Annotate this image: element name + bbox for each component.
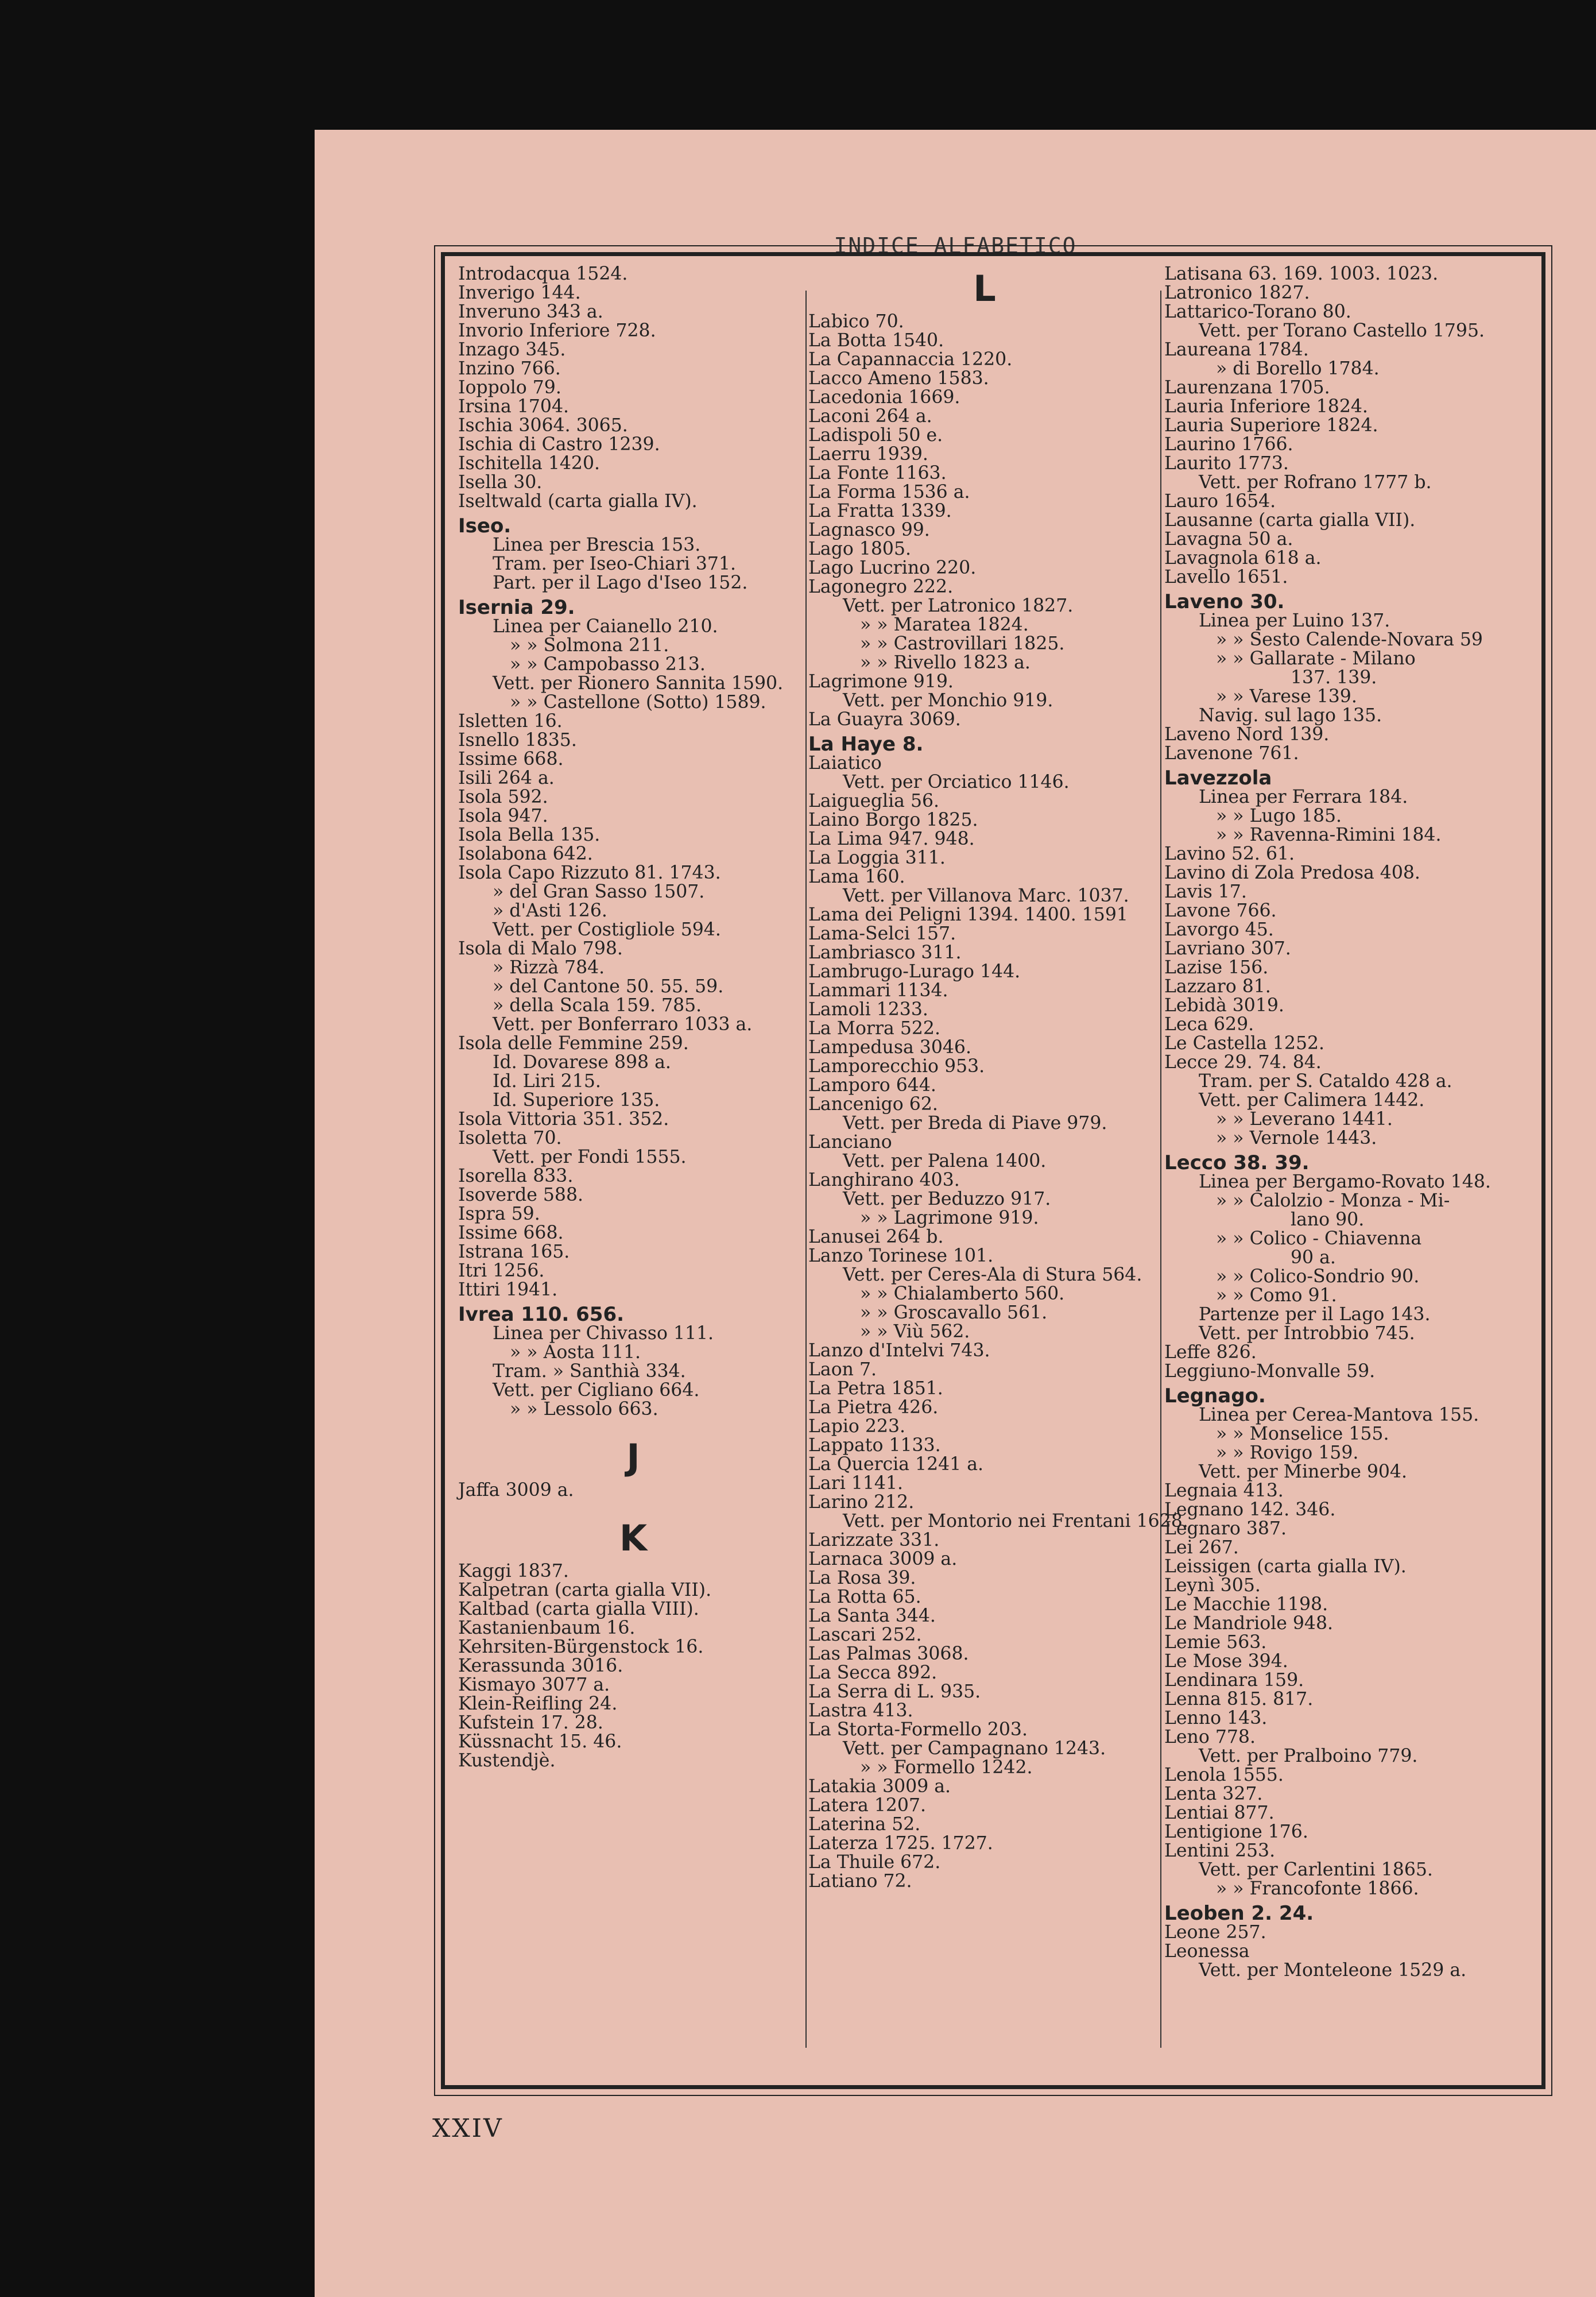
index-entry: Lacedonia 1669. xyxy=(808,387,960,408)
index-entry: Lauria Superiore 1824. xyxy=(1164,415,1378,436)
index-entry: Isletten 16. xyxy=(458,711,563,732)
index-entry: Linea per Caianello 210. xyxy=(493,616,718,637)
index-entry: Laterza 1725. 1727. xyxy=(808,1833,993,1854)
index-entry: Isella 30. xyxy=(458,472,543,493)
index-entry: » » Rovigo 159. xyxy=(1216,1443,1359,1463)
index-entry: Kustendjè. xyxy=(458,1750,556,1771)
index-entry: Langhirano 403. xyxy=(808,1170,960,1190)
index-entry: Ladispoli 50 e. xyxy=(808,425,943,446)
index-heading: La Haye 8. xyxy=(808,733,924,756)
index-entry: Lari 1141. xyxy=(808,1473,904,1494)
index-entry: Leffe 826. xyxy=(1164,1342,1257,1363)
index-entry: Inzago 345. xyxy=(458,339,566,360)
index-entry: Jaffa 3009 a. xyxy=(458,1480,574,1501)
index-entry: Lascari 252. xyxy=(808,1625,922,1645)
index-entry: Lauro 1654. xyxy=(1164,491,1276,512)
index-entry: La Quercia 1241 a. xyxy=(808,1454,984,1475)
index-entry: La Serra di L. 935. xyxy=(808,1681,981,1702)
index-entry: Vett. per Minerbe 904. xyxy=(1199,1461,1407,1482)
index-entry: Lenta 327. xyxy=(1164,1784,1263,1804)
index-entry: La Rosa 39. xyxy=(808,1568,916,1588)
index-entry: Linea per Cerea-Mantova 155. xyxy=(1199,1405,1479,1425)
index-entry: Isili 264 a. xyxy=(458,768,555,788)
index-entry: Inveruno 343 a. xyxy=(458,301,603,322)
index-entry: La Guayra 3069. xyxy=(808,709,961,730)
index-entry: Lamoli 1233. xyxy=(808,999,928,1020)
index-entry: Isola di Malo 798. xyxy=(458,938,623,959)
index-entry: » » Groscavallo 561. xyxy=(860,1302,1048,1323)
index-entry: La Storta-Formello 203. xyxy=(808,1719,1028,1740)
index-entry: Le Castella 1252. xyxy=(1164,1033,1325,1054)
index-entry: La Pietra 426. xyxy=(808,1397,939,1418)
index-entry: Latakia 3009 a. xyxy=(808,1776,951,1797)
index-entry: Kastanienbaum 16. xyxy=(458,1618,636,1638)
index-entry: La Thuile 672. xyxy=(808,1852,941,1873)
index-entry: Laureana 1784. xyxy=(1164,339,1309,360)
index-heading: Lecco 38. 39. xyxy=(1164,1151,1310,1174)
index-entry: Laigueglia 56. xyxy=(808,791,940,811)
index-entry: Laveno Nord 139. xyxy=(1164,724,1330,745)
index-entry: Isola Capo Rizzuto 81. 1743. xyxy=(458,863,721,883)
index-entry: Lanzo Torinese 101. xyxy=(808,1246,994,1266)
index-entry: La Rotta 65. xyxy=(808,1587,921,1607)
index-entry: Küssnacht 15. 46. xyxy=(458,1731,622,1752)
index-entry: Kerassunda 3016. xyxy=(458,1656,623,1676)
index-entry: Lazzaro 81. xyxy=(1164,976,1271,997)
index-entry: Vett. per Pralboino 779. xyxy=(1199,1746,1418,1766)
index-entry: Lentini 253. xyxy=(1164,1840,1276,1861)
index-entry: Irsina 1704. xyxy=(458,396,569,417)
index-entry: Issime 668. xyxy=(458,749,564,769)
index-entry: Lanusei 264 b. xyxy=(808,1227,944,1247)
index-entry: Lago Lucrino 220. xyxy=(808,558,977,578)
index-entry: Vett. per Orciatico 1146. xyxy=(843,772,1070,792)
index-entry: Lagonegro 222. xyxy=(808,577,954,597)
index-entry: Isolabona 642. xyxy=(458,844,593,864)
index-entry: Labico 70. xyxy=(808,311,904,332)
index-entry: Lenna 815. 817. xyxy=(1164,1689,1314,1710)
index-entry: La Botta 1540. xyxy=(808,330,944,351)
index-entry: Vett. per Montorio nei Frentani 1628. xyxy=(843,1511,1188,1532)
index-entry: La Petra 1851. xyxy=(808,1378,943,1399)
index-entry: Linea per Luino 137. xyxy=(1199,610,1390,631)
index-entry: Tram. » Santhià 334. xyxy=(493,1361,686,1382)
index-entry: Lavone 766. xyxy=(1164,900,1277,921)
index-entry: Lagnasco 99. xyxy=(808,520,930,540)
index-entry: Lanzo d'Intelvi 743. xyxy=(808,1340,990,1361)
index-entry: Lambrugo-Lurago 144. xyxy=(808,961,1021,982)
index-heading: Iseo. xyxy=(458,515,512,537)
index-entry: Kalpetran (carta gialla VII). xyxy=(458,1580,712,1600)
index-entry: » » Lessolo 663. xyxy=(510,1399,658,1420)
index-heading: Leoben 2. 24. xyxy=(1164,1902,1314,1925)
index-entry: » di Borello 1784. xyxy=(1216,358,1380,379)
index-entry: » » Solmona 211. xyxy=(510,635,669,656)
scanned-page xyxy=(315,130,1596,2297)
index-entry: Latera 1207. xyxy=(808,1795,927,1816)
index-entry: La Fonte 1163. xyxy=(808,463,947,484)
index-entry: Vett. per Costigliole 594. xyxy=(493,919,721,940)
index-entry: » » Como 91. xyxy=(1216,1285,1337,1306)
index-entry: Linea per Brescia 153. xyxy=(493,535,701,555)
index-entry: Lazise 156. xyxy=(1164,957,1269,978)
index-entry: Vett. per Bonferraro 1033 a. xyxy=(493,1014,753,1035)
index-entry: Laurino 1766. xyxy=(1164,434,1293,455)
index-entry: Le Mandriole 948. xyxy=(1164,1613,1334,1634)
index-entry: Legnaia 413. xyxy=(1164,1480,1284,1501)
index-entry: Lanciano xyxy=(808,1132,892,1153)
section-letter: K xyxy=(619,1517,648,1559)
index-entry: Inverigo 144. xyxy=(458,283,581,303)
index-entry: Vett. per Monteleone 1529 a. xyxy=(1199,1960,1467,1981)
index-entry: La Lima 947. 948. xyxy=(808,829,975,849)
index-entry: » » Viù 562. xyxy=(860,1321,970,1342)
index-entry: La Secca 892. xyxy=(808,1662,938,1683)
index-entry: Leone 257. xyxy=(1164,1922,1266,1943)
spacer xyxy=(458,1500,808,1514)
index-entry: Vett. per Rofrano 1777 b. xyxy=(1199,472,1432,493)
index-entry: Laurenzana 1705. xyxy=(1164,377,1330,398)
index-entry: Lancenigo 62. xyxy=(808,1094,938,1115)
index-entry: Leggiuno-Monvalle 59. xyxy=(1164,1361,1376,1382)
index-entry: Lenola 1555. xyxy=(1164,1765,1284,1785)
index-entry: Leca 629. xyxy=(1164,1014,1254,1035)
index-entry: Leissigen (carta gialla IV). xyxy=(1164,1556,1407,1577)
index-entry: » » Campobasso 213. xyxy=(510,654,706,675)
index-entry: Lavorgo 45. xyxy=(1164,919,1274,940)
index-heading: Laveno 30. xyxy=(1164,590,1285,613)
index-entry: Linea per Bergamo-Rovato 148. xyxy=(1199,1171,1491,1192)
index-entry: Isnello 1835. xyxy=(458,730,577,751)
index-entry: » » Leverano 1441. xyxy=(1216,1109,1393,1130)
index-entry: Ittiri 1941. xyxy=(458,1279,558,1300)
index-entry: » Rizzà 784. xyxy=(493,957,605,978)
index-column-3 xyxy=(1164,265,1532,1980)
index-entry: Vett. per Calimera 1442. xyxy=(1199,1090,1425,1111)
index-entry: Lavello 1651. xyxy=(1164,567,1288,587)
index-entry: Vett. per Fondi 1555. xyxy=(493,1147,687,1167)
index-entry: Lavagnola 618 a. xyxy=(1164,548,1322,569)
index-entry: Istrana 165. xyxy=(458,1242,570,1262)
index-entry: Lavis 17. xyxy=(1164,881,1247,902)
index-entry: » » Castrovillari 1825. xyxy=(860,633,1065,654)
index-entry: » » Aosta 111. xyxy=(510,1342,641,1363)
index-entry: » » Vernole 1443. xyxy=(1216,1128,1377,1148)
index-entry: » » Monselice 155. xyxy=(1216,1424,1389,1444)
index-entry: Vett. per Monchio 919. xyxy=(843,690,1053,711)
index-entry: Linea per Ferrara 184. xyxy=(1199,787,1408,807)
index-entry: La Fratta 1339. xyxy=(808,501,952,521)
page-header-title: INDICE ALFABETICO xyxy=(834,233,1077,258)
index-entry: Le Mose 394. xyxy=(1164,1651,1288,1672)
index-column-2 xyxy=(808,265,1188,1892)
index-entry: Kaggi 1837. xyxy=(458,1561,569,1581)
index-entry: » d'Asti 126. xyxy=(493,900,607,921)
index-entry: Leynì 305. xyxy=(1164,1575,1261,1596)
index-entry: Lei 267. xyxy=(1164,1537,1239,1558)
index-entry: Lamporo 644. xyxy=(808,1075,936,1096)
index-entry: Ischitella 1420. xyxy=(458,453,601,474)
index-entry: Lendinara 159. xyxy=(1164,1670,1304,1691)
index-entry: Lago 1805. xyxy=(808,539,912,559)
index-entry: Vett. per Rionero Sannita 1590. xyxy=(493,673,784,694)
index-entry: Invorio Inferiore 728. xyxy=(458,320,656,341)
index-entry: Leonessa xyxy=(1164,1941,1250,1962)
index-entry: Ispra 59. xyxy=(458,1204,540,1224)
index-entry: Linea per Chivasso 111. xyxy=(493,1323,714,1344)
index-entry: Isola 947. xyxy=(458,806,548,826)
index-entry: Laon 7. xyxy=(808,1359,877,1380)
index-entry: Id. Superiore 135. xyxy=(493,1090,660,1111)
index-entry: Lacco Ameno 1583. xyxy=(808,368,989,389)
index-entry: » » Francofonte 1866. xyxy=(1216,1878,1419,1899)
index-entry: » » Gallarate - Milano xyxy=(1216,648,1416,669)
index-entry: La Loggia 311. xyxy=(808,848,946,868)
index-entry: Isorella 833. xyxy=(458,1166,574,1186)
index-entry: Lenno 143. xyxy=(1164,1708,1268,1728)
index-entry: Lastra 413. xyxy=(808,1700,913,1721)
index-entry: Part. per il Lago d'Iseo 152. xyxy=(493,573,748,593)
index-entry: Klein-Reifling 24. xyxy=(458,1693,618,1714)
index-entry: » » Colico - Chiavenna xyxy=(1216,1228,1422,1249)
index-entry: » » Lagrimone 919. xyxy=(860,1208,1039,1228)
index-entry: Isola delle Femmine 259. xyxy=(458,1033,689,1054)
index-entry: Lama 160. xyxy=(808,867,905,887)
index-entry: Itri 1256. xyxy=(458,1260,545,1281)
index-entry: Id. Liri 215. xyxy=(493,1071,601,1092)
index-entry: Lemie 563. xyxy=(1164,1632,1267,1653)
index-entry: Lentiai 877. xyxy=(1164,1803,1275,1823)
index-entry: Latiano 72. xyxy=(808,1871,912,1892)
index-entry: Kismayo 3077 a. xyxy=(458,1675,610,1695)
index-entry: Ischia di Castro 1239. xyxy=(458,434,660,455)
index-entry: Isoverde 588. xyxy=(458,1185,584,1205)
index-heading: Isernia 29. xyxy=(458,596,575,619)
index-entry: Legnano 142. 346. xyxy=(1164,1499,1336,1520)
index-entry: 137. 139. xyxy=(1291,667,1377,688)
index-entry: La Morra 522. xyxy=(808,1018,940,1039)
index-entry: Vett. per Ceres-Ala di Stura 564. xyxy=(843,1264,1142,1285)
index-entry: Vett. per Palena 1400. xyxy=(843,1151,1047,1171)
index-entry: Vett. per Cigliano 664. xyxy=(493,1380,700,1401)
index-entry: Larino 212. xyxy=(808,1492,915,1513)
index-entry: Lapio 223. xyxy=(808,1416,906,1437)
index-heading: Ivrea 110. 656. xyxy=(458,1303,625,1326)
index-entry: Laiatico xyxy=(808,753,882,774)
index-entry: Laerru 1939. xyxy=(808,444,928,465)
index-entry: Vett. per Villanova Marc. 1037. xyxy=(843,885,1129,906)
index-entry: Ioppolo 79. xyxy=(458,377,561,398)
index-entry: Lavino 52. 61. xyxy=(1164,844,1295,864)
index-entry: Introdacqua 1524. xyxy=(458,264,628,284)
index-entry: Vett. per Latronico 1827. xyxy=(843,595,1074,616)
index-entry: » della Scala 159. 785. xyxy=(493,995,702,1016)
index-entry: » » Rivello 1823 a. xyxy=(860,652,1031,673)
index-entry: Leno 778. xyxy=(1164,1727,1256,1747)
index-entry: Kehrsiten-Bürgenstock 16. xyxy=(458,1637,704,1657)
index-entry: 90 a. xyxy=(1291,1247,1336,1268)
index-entry: La Santa 344. xyxy=(808,1606,936,1626)
index-entry: Lavino di Zola Predosa 408. xyxy=(1164,863,1420,883)
index-entry: » » Colico-Sondrio 90. xyxy=(1216,1266,1420,1287)
index-entry: » » Lugo 185. xyxy=(1216,806,1342,826)
index-entry: Lausanne (carta gialla VII). xyxy=(1164,510,1416,531)
index-entry: Lampedusa 3046. xyxy=(808,1037,971,1058)
index-entry: Las Palmas 3068. xyxy=(808,1644,969,1664)
index-entry: Lavenone 761. xyxy=(1164,743,1299,764)
index-entry: Le Macchie 1198. xyxy=(1164,1594,1328,1615)
index-entry: Latronico 1827. xyxy=(1164,283,1310,303)
index-entry: Vett. per Campagnano 1243. xyxy=(843,1738,1106,1759)
section-letter: L xyxy=(973,268,996,310)
index-entry: Lamporecchio 953. xyxy=(808,1056,985,1077)
index-entry: Partenze per il Lago 143. xyxy=(1199,1304,1431,1325)
index-entry: Lentigione 176. xyxy=(1164,1822,1308,1842)
index-entry: » » Ravenna-Rimini 184. xyxy=(1216,825,1442,845)
index-entry: Laino Borgo 1825. xyxy=(808,810,978,830)
index-entry: Kufstein 17. 28. xyxy=(458,1712,603,1733)
index-entry: Vett. per Carlentini 1865. xyxy=(1199,1859,1433,1880)
page-number: XXIV xyxy=(432,2114,503,2143)
index-entry: Lama dei Peligni 1394. 1400. 1591 xyxy=(808,904,1128,925)
index-entry: Lebidà 3019. xyxy=(1164,995,1284,1016)
index-entry: » del Gran Sasso 1507. xyxy=(493,881,705,902)
index-entry: » » Castellone (Sotto) 1589. xyxy=(510,692,766,713)
index-entry: Legnaro 387. xyxy=(1164,1518,1287,1539)
index-entry: Iseltwald (carta gialla IV). xyxy=(458,491,698,512)
index-entry: Lambriasco 311. xyxy=(808,942,962,963)
index-entry: Tram. per S. Cataldo 428 a. xyxy=(1199,1071,1452,1092)
index-entry: Lattarico-Torano 80. xyxy=(1164,301,1351,322)
index-entry: La Forma 1536 a. xyxy=(808,482,970,502)
index-entry: Lagrimone 919. xyxy=(808,671,954,692)
index-entry: » » Maratea 1824. xyxy=(860,614,1029,635)
index-entry: Lauria Inferiore 1824. xyxy=(1164,396,1368,417)
index-entry: » » Chialamberto 560. xyxy=(860,1283,1065,1304)
index-entry: Latisana 63. 169. 1003. 1023. xyxy=(1164,264,1439,284)
index-entry: Laurito 1773. xyxy=(1164,453,1289,474)
index-entry: Laconi 264 a. xyxy=(808,406,932,427)
index-entry: Lappato 1133. xyxy=(808,1435,941,1456)
index-entry: Lavriano 307. xyxy=(1164,938,1291,959)
index-entry: Larizzate 331. xyxy=(808,1530,940,1550)
index-entry: Isoletta 70. xyxy=(458,1128,562,1148)
spacer xyxy=(458,1419,808,1433)
index-entry: Laterina 52. xyxy=(808,1814,921,1835)
index-entry: Isola Bella 135. xyxy=(458,825,601,845)
index-heading: Lavezzola xyxy=(1164,767,1272,790)
index-entry: Issime 668. xyxy=(458,1223,564,1243)
index-entry: Kaltbad (carta gialla VIII). xyxy=(458,1599,699,1619)
index-entry: Larnaca 3009 a. xyxy=(808,1549,958,1569)
index-entry: Navig. sul lago 135. xyxy=(1199,705,1382,726)
index-entry: Inzino 766. xyxy=(458,358,561,379)
index-entry: Id. Dovarese 898 a. xyxy=(493,1052,671,1073)
index-entry: Vett. per Beduzzo 917. xyxy=(843,1189,1051,1209)
index-entry: Isola 592. xyxy=(458,787,548,807)
index-entry: Ischia 3064. 3065. xyxy=(458,415,628,436)
index-entry: Vett. per Introbbio 745. xyxy=(1199,1323,1415,1344)
section-letter: J xyxy=(626,1436,640,1478)
index-entry: » del Cantone 50. 55. 59. xyxy=(493,976,724,997)
index-heading: Legnago. xyxy=(1164,1385,1266,1407)
index-entry: » » Formello 1242. xyxy=(860,1757,1033,1778)
index-column-1 xyxy=(458,265,808,1770)
index-entry: Isola Vittoria 351. 352. xyxy=(458,1109,669,1130)
index-entry: Vett. per Breda di Piave 979. xyxy=(843,1113,1107,1134)
index-entry: Lavagna 50 a. xyxy=(1164,529,1293,550)
index-entry: Lammari 1134. xyxy=(808,980,948,1001)
index-entry: lano 90. xyxy=(1291,1209,1365,1230)
index-entry: La Capannaccia 1220. xyxy=(808,349,1013,370)
index-entry: Tram. per Iseo-Chiari 371. xyxy=(493,554,737,574)
index-entry: Lama-Selci 157. xyxy=(808,923,956,944)
index-entry: » » Calolzio - Monza - Mi- xyxy=(1216,1190,1450,1211)
index-entry: » » Varese 139. xyxy=(1216,686,1357,707)
index-entry: Lecce 29. 74. 84. xyxy=(1164,1052,1322,1073)
index-entry: » » Sesto Calende-Novara 59 xyxy=(1216,629,1483,650)
index-entry: Vett. per Torano Castello 1795. xyxy=(1199,320,1485,341)
